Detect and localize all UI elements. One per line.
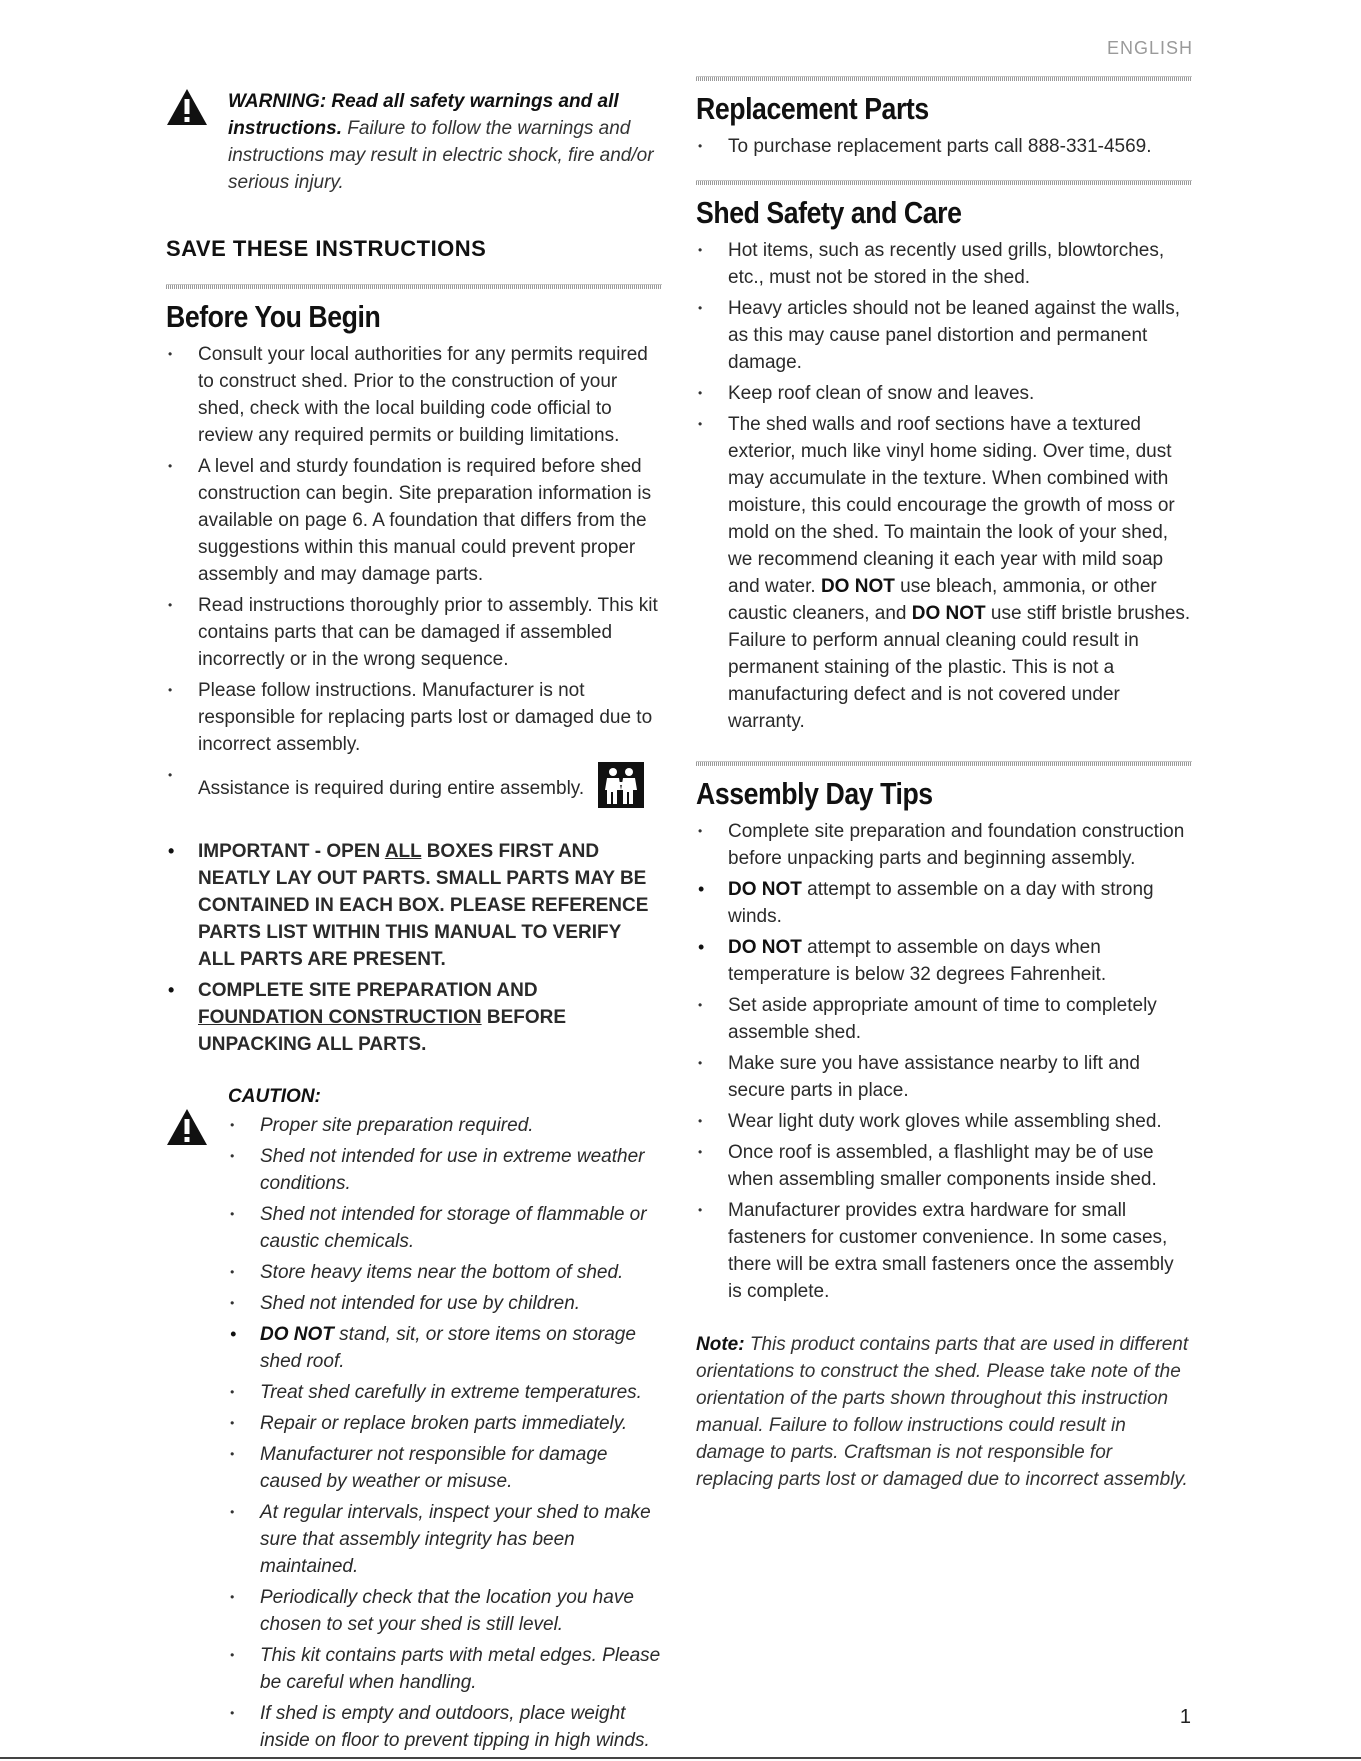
texture-donot-2: DO NOT (911, 603, 986, 624)
important-all: ALL (384, 841, 422, 862)
page-number: 1 (1179, 1706, 1191, 1728)
list-item-assistance (166, 762, 662, 816)
tips-list (696, 818, 1192, 1305)
list-item: • Complete site preparation and foundation construction before unpacking parts and beginning assembly. (696, 818, 1192, 872)
list-item: • If shed is empty and outdoors, place weight inside on floor to prevent tipping in high winds. (228, 1700, 662, 1754)
safety-list (696, 237, 1192, 735)
list-item: • Consult your local authorities for any permits required to construct shed. Prior to the construction of your shed, check with the local building code official to review any required permits or building limitations. (166, 341, 662, 449)
donot-rest: attempt to assemble on a day with strong winds. (728, 879, 1154, 927)
warning-triangle-icon (166, 88, 208, 196)
list-item: • To purchase replacement parts call 888-331-4569. (696, 133, 1192, 160)
list-item: • Proper site preparation required. (228, 1112, 662, 1139)
shed-safety-title: Shed Safety and Care (696, 195, 962, 230)
note-paragraph (696, 1331, 1192, 1493)
list-item: • Heavy articles should not be leaned against the walls, as this may cause panel distortion and permanent damage. (696, 295, 1192, 376)
important-c: BOXES FIRST AND NEATLY LAY OUT PARTS. SMALL PARTS MAY BE CONTAINED IN EACH BOX. PLEASE REFERENCE PARTS LIST WITHIN THIS MANUAL TO VERIFY ALL PARTS ARE PRESENT. (198, 841, 649, 970)
list-item: • Shed not intended for storage of flammable or caustic chemicals. (228, 1201, 662, 1255)
warning-lead: WARNING: Read all safety warnings and all instructions. (228, 91, 619, 139)
list-item: • Manufacturer provides extra hardware for small fasteners for customer convenience. In some cases, there will be extra small fasteners once the assembly is complete. (696, 1197, 1192, 1305)
complete-a: COMPLETE SITE PREPARATION AND (198, 980, 538, 1001)
assembly-day-tips-title: Assembly Day Tips (696, 776, 933, 811)
donot-lead: DO NOT (728, 937, 802, 958)
replacement-list (696, 133, 1192, 160)
caution-triangle-icon (166, 1108, 208, 1758)
complete-c: BEFORE UNPACKING ALL PARTS. (198, 1007, 567, 1055)
section-divider (696, 180, 1192, 185)
right-column (696, 70, 1192, 1493)
caution-list (228, 1112, 662, 1754)
before-list (166, 341, 662, 816)
texture-donot-1: DO NOT (820, 576, 895, 597)
list-item: • Hot items, such as recently used grills, blowtorches, etc., must not be stored in the shed. (696, 237, 1192, 291)
list-item: • Periodically check that the location you have chosen to set your shed is still level. (228, 1584, 662, 1638)
page-bottom-rule (0, 1757, 1361, 1759)
list-item: • A level and sturdy foundation is required before shed construction can begin. Site preparation information is available on page 6. A foundation that differs from the suggestions within this manual could prevent proper assembly and may damage parts. (166, 453, 662, 588)
important-list (166, 838, 662, 1058)
list-item: • Repair or replace broken parts immediately. (228, 1410, 662, 1437)
list-item: • Treat shed carefully in extreme temperatures. (228, 1379, 662, 1406)
left-column (166, 88, 662, 1758)
list-item: • At regular intervals, inspect your shed to make sure that assembly integrity has been maintained. (228, 1499, 662, 1580)
save-instructions-heading: SAVE THESE INSTRUCTIONS (166, 236, 487, 261)
important-item (166, 838, 662, 973)
donot-lead: DO NOT (260, 1324, 334, 1345)
list-item-donot-wind (696, 876, 1192, 930)
list-item-donot-temp (696, 934, 1192, 988)
caution-title: CAUTION: (228, 1086, 321, 1107)
complete-item (166, 977, 662, 1058)
complete-foundation: FOUNDATION CONSTRUCTION (198, 1007, 482, 1028)
donot-lead: DO NOT (728, 879, 802, 900)
texture-a: The shed walls and roof sections have a textured exterior, much like vinyl home siding. Over time, dust may accumulate in the texture. When combined with moisture, this could encourage the growth of moss or mold on the shed. To maintain the look of your shed, we recommend cleaning it each year with mild soap and water. (728, 414, 1175, 597)
important-a: IMPORTANT - OPEN (198, 841, 385, 862)
warning-block (166, 88, 662, 196)
replacement-parts-title: Replacement Parts (696, 91, 929, 126)
list-item: • Shed not intended for use by children. (228, 1290, 662, 1317)
list-item: • Shed not intended for use in extreme weather conditions. (228, 1143, 662, 1197)
list-item: • Set aside appropriate amount of time to completely assemble shed. (696, 992, 1192, 1046)
list-item: • Please follow instructions. Manufacturer is not responsible for replacing parts lost or damaged due to incorrect assembly. (166, 677, 662, 758)
language-label: ENGLISH (1106, 38, 1193, 58)
list-item-donot (228, 1321, 662, 1375)
caution-content (228, 1086, 662, 1758)
list-item-texture (696, 411, 1192, 735)
section-divider (696, 761, 1192, 766)
list-item: • Store heavy items near the bottom of shed. (228, 1259, 662, 1286)
note-body: This product contains parts that are used in different orientations to construct the shed. Please take note of the orientation of the parts shown throughout this instruction manual. Failure to follow instructions could result in damage to parts. Craftsman is not responsible for replacing parts lost or damaged due to incorrect assembly. (696, 1334, 1189, 1490)
texture-e: use stiff bristle brushes. Failure to perform annual cleaning could result in permanent staining of the plastic. This is not a manufacturing defect and is not covered under warranty. (728, 603, 1191, 732)
list-item: • Manufacturer not responsible for damage caused by weather or misuse. (228, 1441, 662, 1495)
warning-text (228, 88, 662, 196)
section-divider (696, 76, 1192, 81)
list-item: • Make sure you have assistance nearby to lift and secure parts in place. (696, 1050, 1192, 1104)
donot-rest: stand, sit, or store items on storage shed roof. (260, 1324, 636, 1372)
before-you-begin-title: Before You Begin (166, 299, 381, 334)
list-item: • Keep roof clean of snow and leaves. (696, 380, 1192, 407)
warning-body: Failure to follow the warnings and instructions may result in electric shock, fire and/or serious injury. (228, 118, 654, 193)
list-item: • Read instructions thoroughly prior to assembly. This kit contains parts that can be damaged if assembled incorrectly or in the wrong sequence. (166, 592, 662, 673)
note-lead: Note: (696, 1334, 745, 1355)
list-item: • This kit contains parts with metal edges. Please be careful when handling. (228, 1642, 662, 1696)
two-person-icon (598, 762, 644, 816)
section-divider (166, 284, 662, 289)
texture-c: use bleach, ammonia, or other caustic cleaners, and (728, 576, 1157, 624)
assistance-text: Assistance is required during entire assembly. (198, 778, 585, 800)
donot-rest: attempt to assemble on days when temperature is below 32 degrees Fahrenheit. (728, 937, 1107, 985)
list-item: • Once roof is assembled, a flashlight may be of use when assembling smaller components inside shed. (696, 1139, 1192, 1193)
list-item: • Wear light duty work gloves while assembling shed. (696, 1108, 1192, 1135)
caution-block (166, 1086, 662, 1758)
